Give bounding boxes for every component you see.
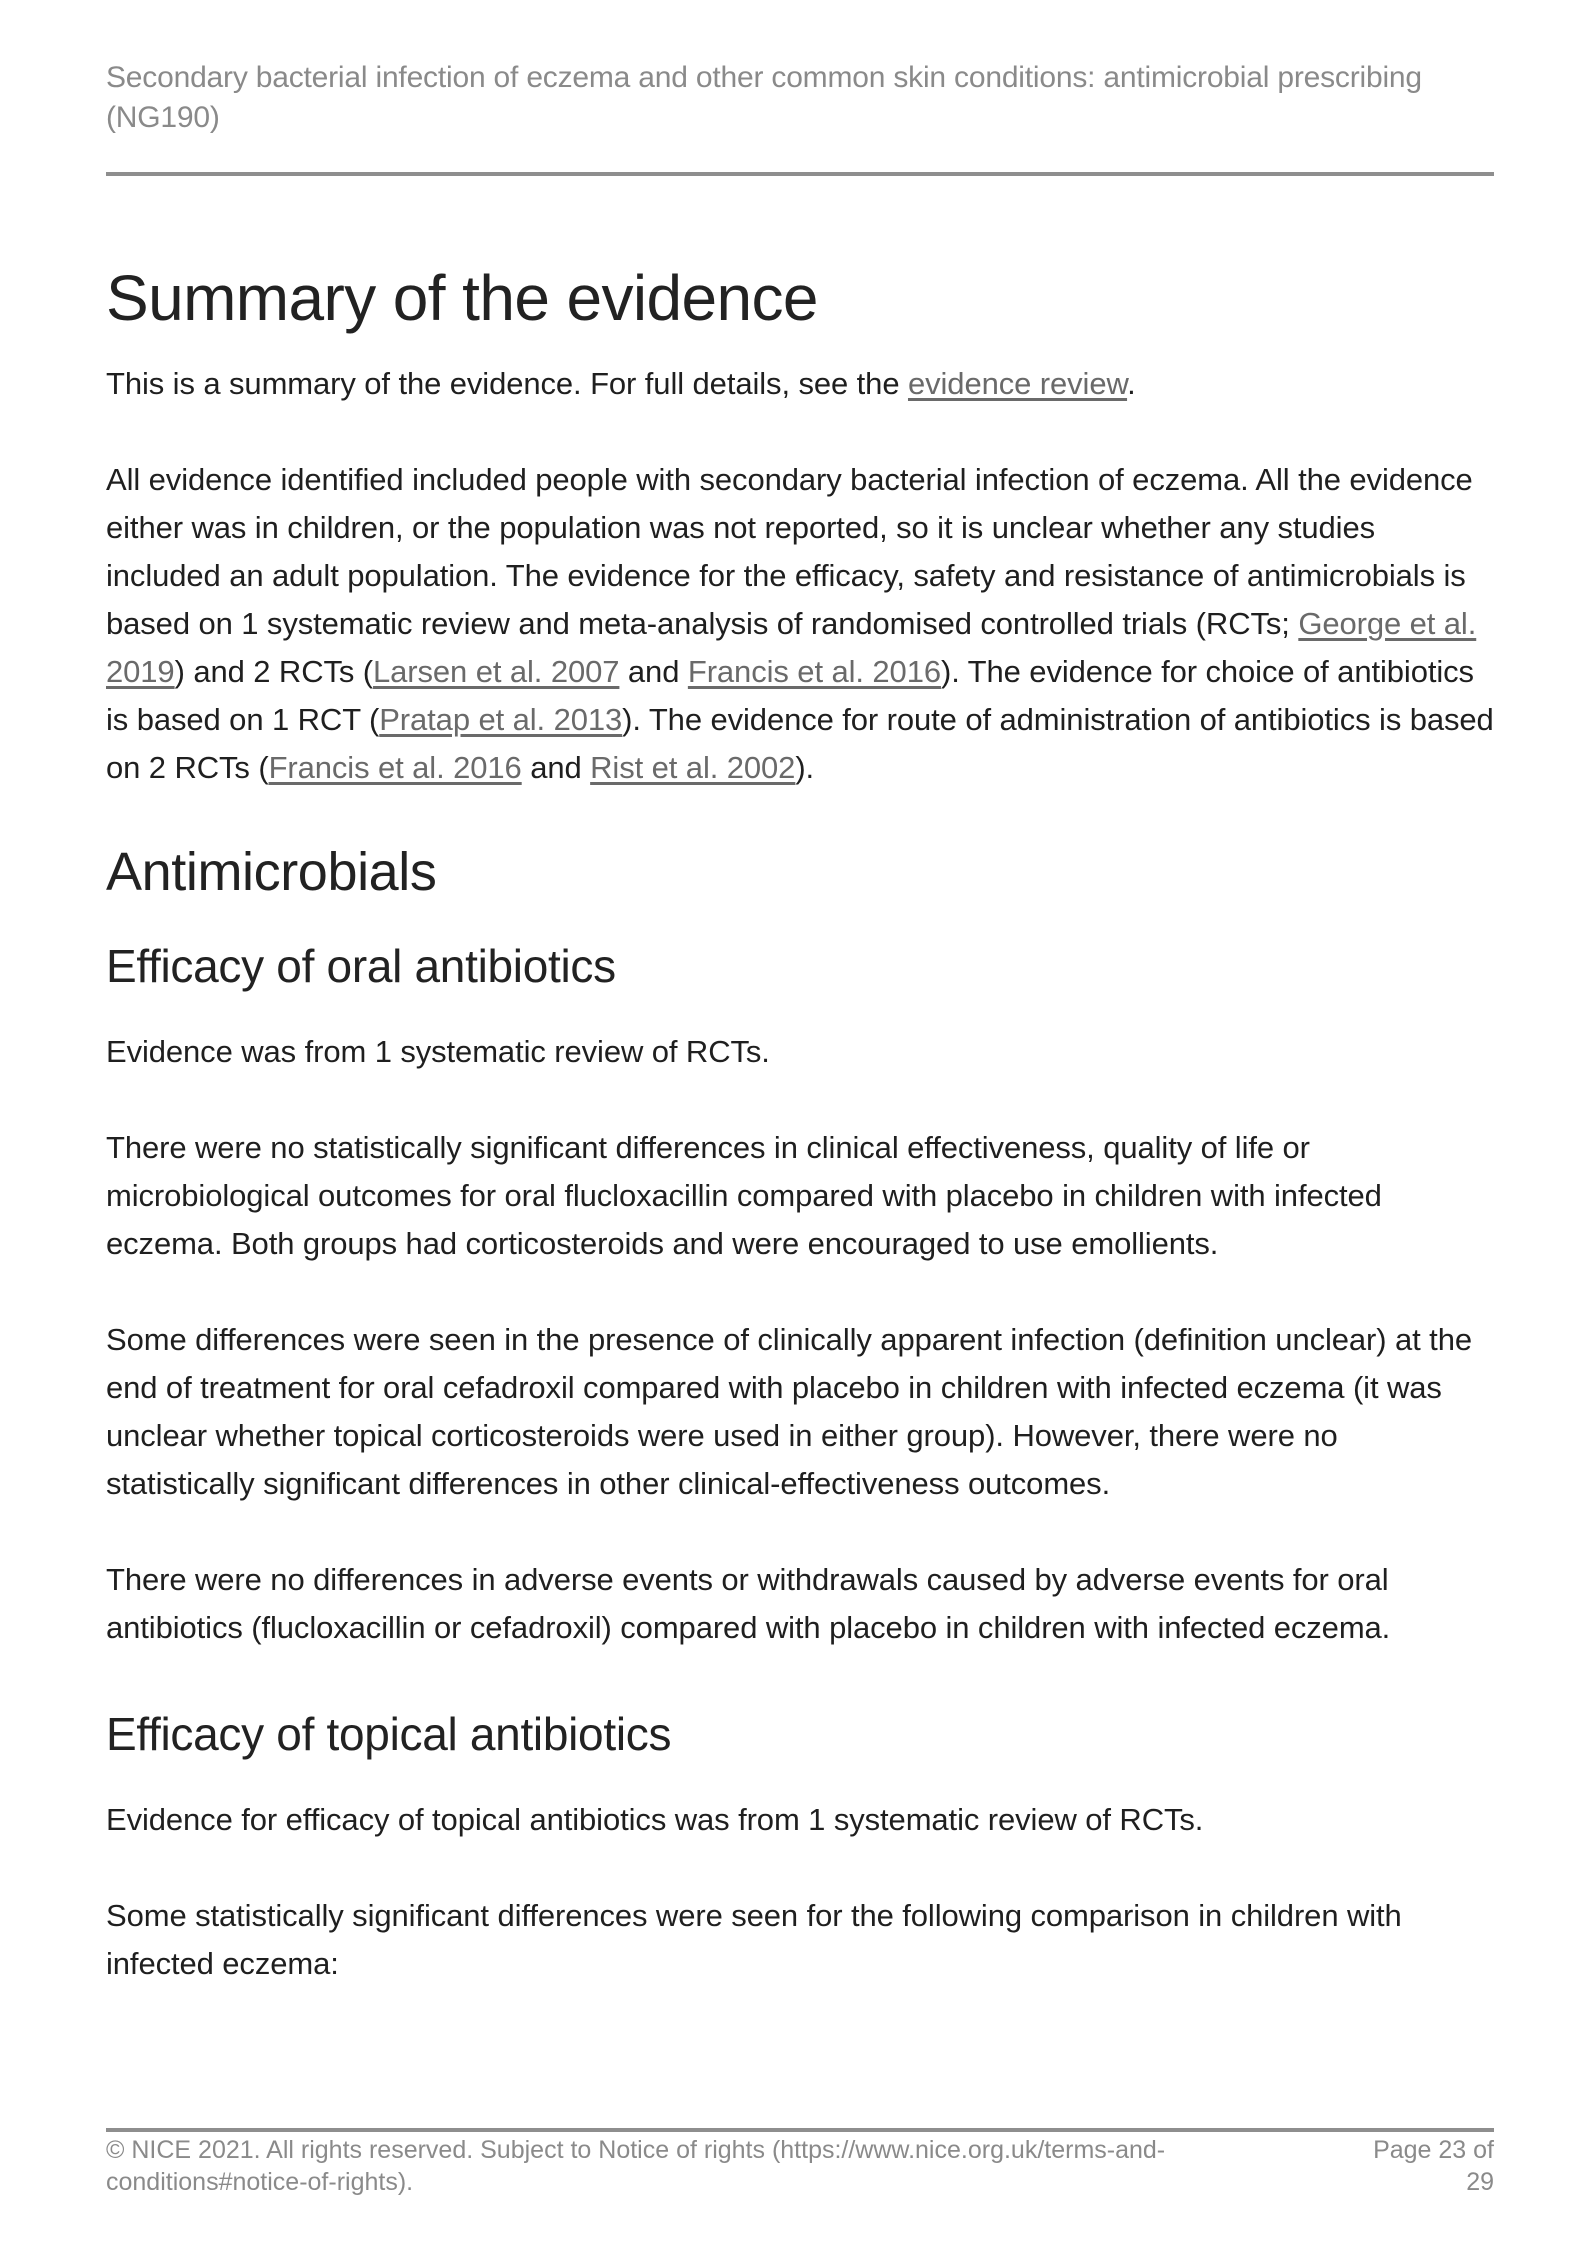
topical-evidence-paragraph: Evidence for efficacy of topical antibiotics was from 1 systematic review of RCTs. <box>106 1802 1204 1837</box>
copyright-notice: © NICE 2021. All rights reserved. Subject to Notice of rights (https://www.nice.org.uk/terms-and-conditions#notice-of-rights). <box>106 2136 1166 2196</box>
subsection-heading-oral-antibiotics: Efficacy of oral antibiotics <box>106 940 616 992</box>
intro-end: . <box>1127 366 1136 401</box>
running-header: Secondary bacterial infection of eczema and other common skin conditions: antimicrobial prescribing (NG190) <box>106 61 1422 134</box>
overview-text: and <box>521 750 591 785</box>
page-title: Summary of the evidence <box>106 262 818 334</box>
francis-2016-link[interactable]: Francis et al. 2016 <box>687 654 941 689</box>
oral-adverse-events-paragraph: There were no differences in adverse events or withdrawals caused by adverse events for oral antibiotics (flucloxacillin or cefadroxil) compared with placebo in children with infected eczema. <box>106 1562 1391 1645</box>
main-content <box>106 258 1494 1988</box>
oral-flucloxacillin-paragraph: There were no statistically significant differences in clinical effectiveness, quality of life or microbiological outcomes for oral flucloxacillin compared with placebo in children with infected eczema. Both groups had corticosteroids and were encouraged to use emollients. <box>106 1130 1382 1261</box>
subsection-heading-topical-antibiotics: Efficacy of topical antibiotics <box>106 1708 672 1760</box>
evidence-review-link[interactable]: evidence review <box>907 366 1128 401</box>
intro-text: This is a summary of the evidence. For full details, see the <box>106 366 908 401</box>
footer-divider <box>106 2128 1494 2132</box>
overview-text: ) and 2 RCTs ( <box>174 654 374 689</box>
larsen-2007-link[interactable]: Larsen et al. 2007 <box>373 654 620 689</box>
overview-text: All evidence identified included people with secondary bacterial infection of eczema. All the evidence either was in children, or the population was not reported, so it is unclear whether any studies included an adult population. The evidence for the efficacy, safety and resistance of antimicrobials is based on 1 systematic review and meta-analysis of randomised controlled trials (RCTs; <box>106 462 1473 641</box>
rist-2002-link[interactable]: Rist et al. 2002 <box>590 750 796 785</box>
topical-comparison-paragraph: Some statistically significant differences were seen for the following comparison in children with infected eczema: <box>106 1898 1402 1981</box>
overview-text: ). <box>795 750 815 785</box>
section-heading-antimicrobials: Antimicrobials <box>106 842 437 902</box>
oral-evidence-paragraph: Evidence was from 1 systematic review of RCTs. <box>106 1034 770 1069</box>
intro-paragraph <box>106 360 1494 408</box>
francis-2016-link[interactable]: Francis et al. 2016 <box>268 750 522 785</box>
pratap-2013-link[interactable]: Pratap et al. 2013 <box>379 702 623 737</box>
document-page <box>106 0 1494 2245</box>
overview-paragraph <box>106 456 1494 792</box>
header-divider <box>106 172 1494 176</box>
overview-text: ). The evidence for route of administration of antibiotics is based on 2 RCTs ( <box>106 702 1494 785</box>
page-number: Page 23 of 29 <box>1373 2136 1494 2196</box>
oral-cefadroxil-paragraph: Some differences were seen in the presence of clinically apparent infection (definition unclear) at the end of treatment for oral cefadroxil compared with placebo in children with infected eczema (it was unclear whether topical corticosteroids were used in either group). However, there were no statistically significant differences in other clinical-effectiveness outcomes. <box>106 1322 1472 1501</box>
overview-text: and <box>619 654 688 689</box>
george-2019-link[interactable]: George et al. 2019 <box>106 606 1477 689</box>
overview-text: ). The evidence for choice of antibiotics is based on 1 RCT ( <box>106 654 1474 737</box>
